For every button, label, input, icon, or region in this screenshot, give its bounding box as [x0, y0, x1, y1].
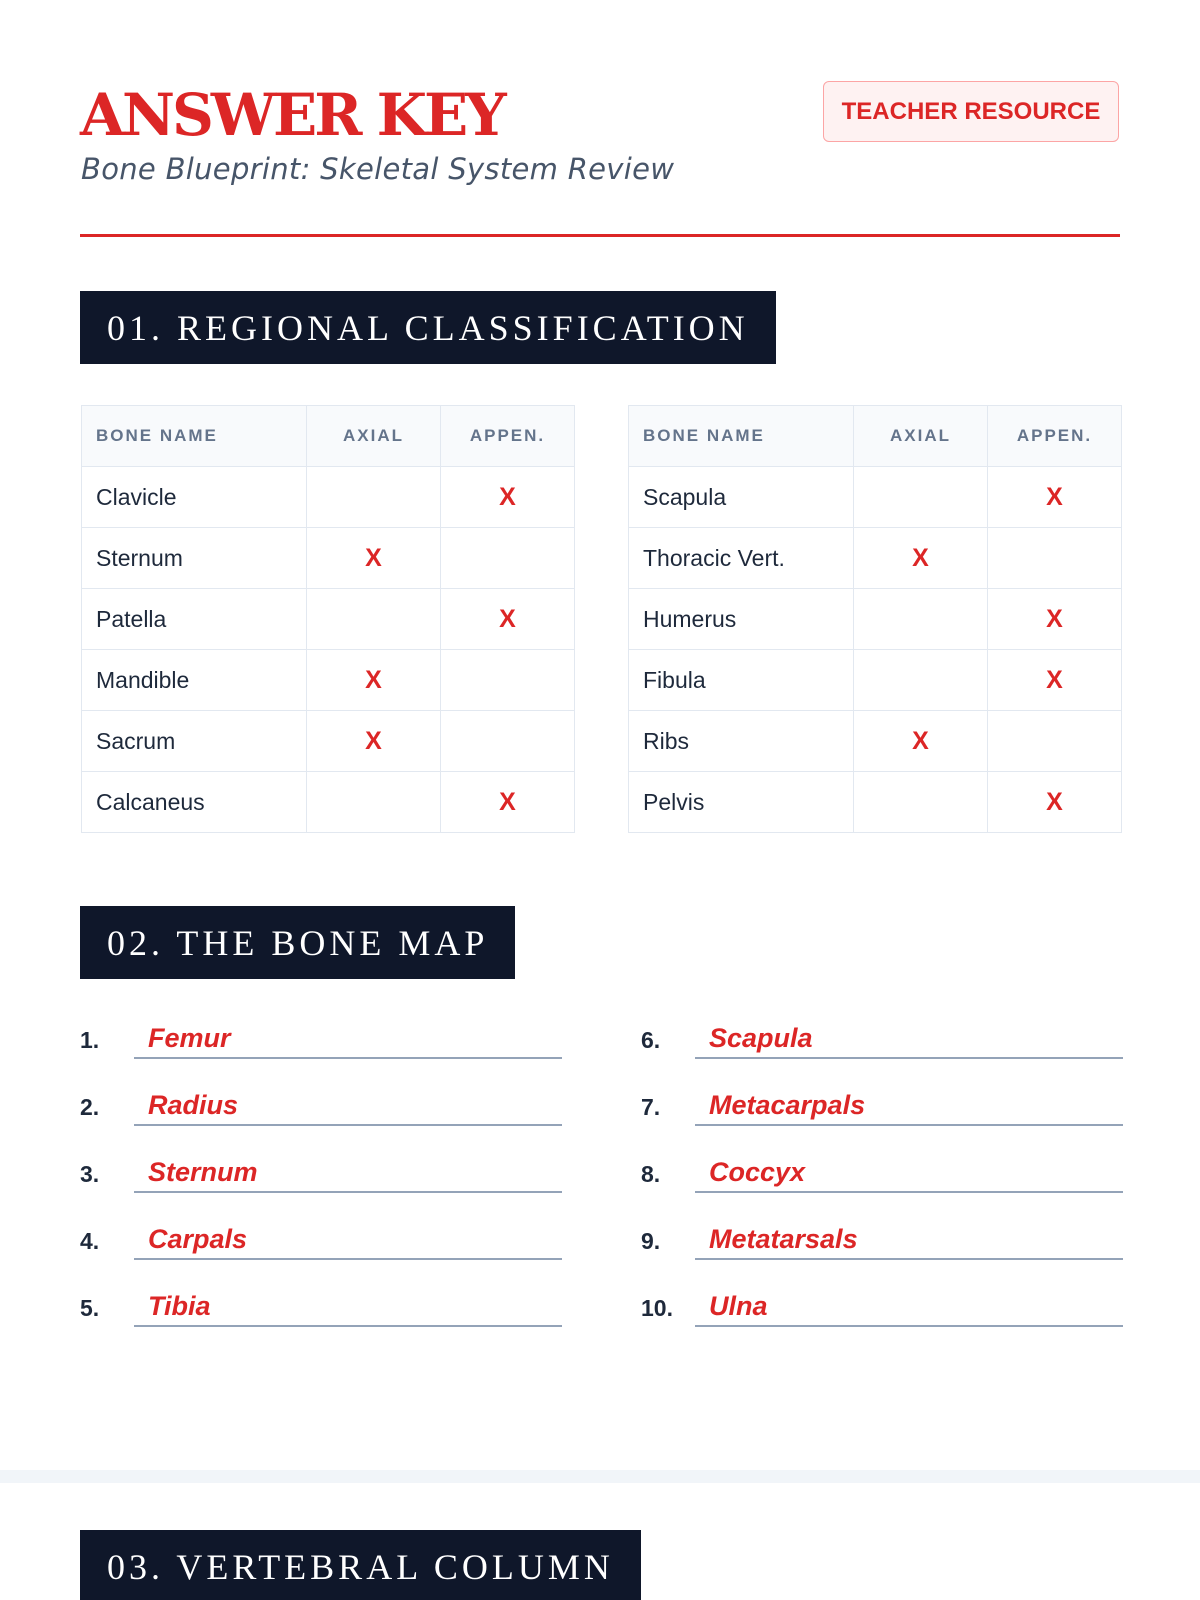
table-row	[82, 772, 575, 833]
column-header-axial: AXIAL	[854, 406, 988, 467]
appendicular-mark-cell: X	[441, 772, 575, 833]
appendicular-mark-cell: X	[988, 650, 1122, 711]
table-row	[629, 467, 1122, 528]
bone-map-answers-left	[80, 1013, 602, 1348]
table-row	[629, 711, 1122, 772]
axial-mark-cell: X	[854, 711, 988, 772]
answer-item	[80, 1214, 602, 1281]
appendicular-mark-cell	[441, 528, 575, 589]
answer-text: Radius	[148, 1090, 239, 1120]
axial-mark-cell	[307, 467, 441, 528]
classification-table-left	[81, 405, 575, 833]
answer-text: Femur	[148, 1023, 231, 1053]
bone-name-cell: Humerus	[629, 589, 854, 650]
axial-mark-cell	[854, 467, 988, 528]
answer-number: 9.	[641, 1228, 661, 1254]
answer-number: 5.	[80, 1295, 100, 1321]
table-row	[82, 467, 575, 528]
bone-name-cell: Ribs	[629, 711, 854, 772]
table-row	[629, 772, 1122, 833]
appendicular-mark-cell: X	[988, 589, 1122, 650]
bone-name-cell: Thoracic Vert.	[629, 528, 854, 589]
answer-number: 8.	[641, 1161, 661, 1187]
answer-item	[80, 1013, 602, 1080]
axial-mark-cell	[854, 650, 988, 711]
axial-mark-cell: X	[307, 711, 441, 772]
bone-name-cell: Sacrum	[82, 711, 307, 772]
column-header-axial: AXIAL	[307, 406, 441, 467]
bone-name-cell: Fibula	[629, 650, 854, 711]
answer-item	[641, 1281, 1163, 1348]
bone-name-cell: Sternum	[82, 528, 307, 589]
answer-number: 4.	[80, 1228, 100, 1254]
answer-number: 3.	[80, 1161, 100, 1187]
answer-item	[641, 1080, 1163, 1147]
answer-line	[134, 1013, 562, 1059]
bone-map-answers-right	[641, 1013, 1163, 1348]
answer-item	[641, 1214, 1163, 1281]
table-header-row	[82, 406, 575, 467]
bone-name-cell: Pelvis	[629, 772, 854, 833]
axial-mark-cell	[307, 589, 441, 650]
axial-mark-cell	[854, 772, 988, 833]
appendicular-mark-cell: X	[988, 467, 1122, 528]
table-header-row	[629, 406, 1122, 467]
answer-item	[641, 1147, 1163, 1214]
column-header-bone-name: BONE NAME	[629, 406, 854, 467]
page-title: ANSWER KEY	[80, 81, 504, 149]
axial-mark-cell	[854, 589, 988, 650]
answer-item	[641, 1013, 1163, 1080]
bone-name-cell: Calcaneus	[82, 772, 307, 833]
appendicular-mark-cell: X	[441, 467, 575, 528]
bone-name-cell: Patella	[82, 589, 307, 650]
answer-line	[695, 1013, 1123, 1059]
answer-number: 1.	[80, 1027, 100, 1053]
answer-line	[695, 1281, 1123, 1327]
answer-item	[80, 1281, 602, 1348]
answer-item	[80, 1080, 602, 1147]
answer-item	[80, 1147, 602, 1214]
column-header-appendicular: APPEN.	[441, 406, 575, 467]
page-break-gap	[0, 1470, 1200, 1483]
appendicular-mark-cell	[441, 650, 575, 711]
teacher-resource-badge: TEACHER RESOURCE	[823, 81, 1119, 142]
answer-number: 10.	[641, 1295, 673, 1321]
header-divider	[80, 234, 1120, 237]
answer-line	[695, 1147, 1123, 1193]
answer-text: Metacarpals	[709, 1090, 866, 1120]
answer-number: 7.	[641, 1094, 661, 1120]
worksheet-page-2	[0, 1483, 1200, 1600]
table-row	[82, 589, 575, 650]
answer-text: Tibia	[148, 1291, 211, 1321]
table-row	[82, 528, 575, 589]
bone-name-cell: Clavicle	[82, 467, 307, 528]
classification-table-right	[628, 405, 1122, 833]
answer-text: Metatarsals	[709, 1224, 858, 1254]
table-row	[82, 711, 575, 772]
answer-text: Ulna	[709, 1291, 768, 1321]
axial-mark-cell: X	[854, 528, 988, 589]
table-row	[629, 528, 1122, 589]
table-row	[82, 650, 575, 711]
appendicular-mark-cell: X	[441, 589, 575, 650]
appendicular-mark-cell: X	[988, 772, 1122, 833]
answer-line	[695, 1214, 1123, 1260]
answer-line	[695, 1080, 1123, 1126]
section-heading-regional-classification: 01. REGIONAL CLASSIFICATION	[80, 291, 776, 364]
answer-text: Carpals	[148, 1224, 248, 1254]
answer-line	[134, 1080, 562, 1126]
section-heading-vertebral-column: 03. VERTEBRAL COLUMN	[80, 1530, 641, 1600]
axial-mark-cell	[307, 772, 441, 833]
answer-line	[134, 1147, 562, 1193]
answer-text: Sternum	[148, 1157, 258, 1187]
column-header-appendicular: APPEN.	[988, 406, 1122, 467]
answer-number: 6.	[641, 1027, 661, 1053]
answer-number: 2.	[80, 1094, 100, 1120]
table-row	[629, 589, 1122, 650]
table-row	[629, 650, 1122, 711]
bone-name-cell: Mandible	[82, 650, 307, 711]
appendicular-mark-cell	[988, 711, 1122, 772]
answer-line	[134, 1214, 562, 1260]
section-heading-bone-map: 02. THE BONE MAP	[80, 906, 515, 979]
page-subtitle: Bone Blueprint: Skeletal System Review	[81, 152, 675, 186]
axial-mark-cell: X	[307, 650, 441, 711]
answer-text: Coccyx	[709, 1157, 806, 1187]
appendicular-mark-cell	[988, 528, 1122, 589]
appendicular-mark-cell	[441, 711, 575, 772]
answer-text: Scapula	[709, 1023, 813, 1053]
axial-mark-cell: X	[307, 528, 441, 589]
bone-name-cell: Scapula	[629, 467, 854, 528]
column-header-bone-name: BONE NAME	[82, 406, 307, 467]
answer-line	[134, 1281, 562, 1327]
